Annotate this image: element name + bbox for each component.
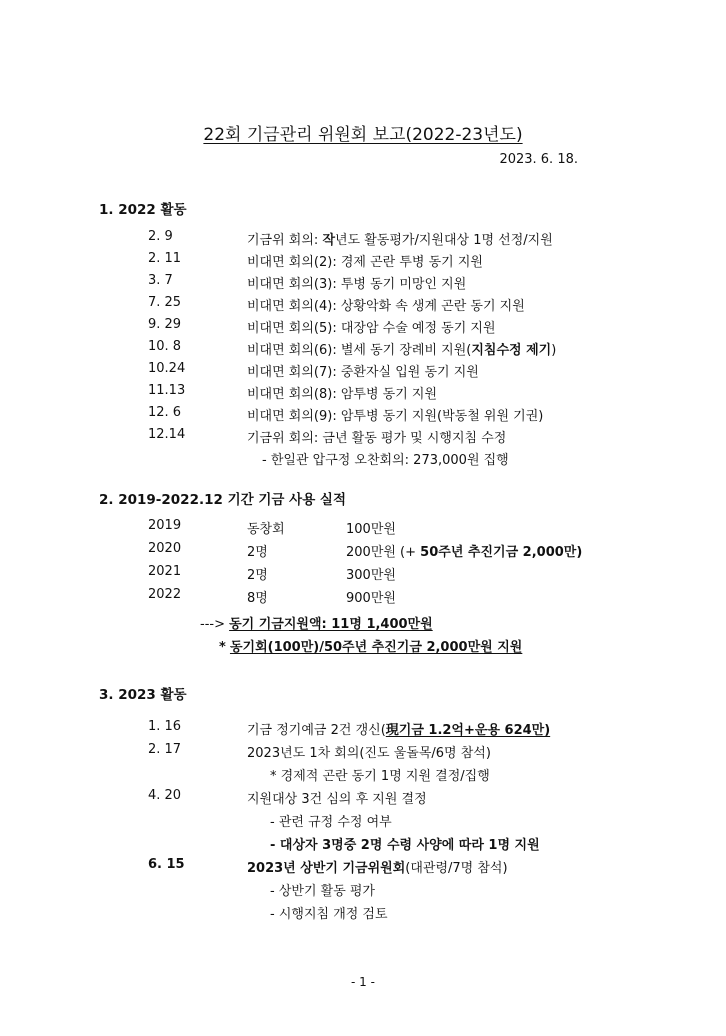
s2-recipient: 2명 [247, 568, 268, 583]
s2-amount: 300만원 [346, 568, 396, 583]
s1-text: 비대면 회의(4): 상황악화 속 생계 곤란 동기 지원 [247, 299, 525, 314]
s1-date: 12.14 [148, 427, 186, 442]
s1-date: 2. 11 [148, 251, 182, 266]
s3-subnote: - 대상자 3명중 2명 수령 사양에 따라 1명 지원 [270, 838, 540, 853]
s3-date: 6. 15 [148, 857, 185, 872]
s1-date: 10.24 [148, 361, 186, 376]
s2-amount: 900만원 [346, 591, 396, 606]
s3-text: 지원대상 3건 심의 후 지원 결정 [247, 792, 427, 807]
s3-text: 기금 정기예금 2건 갱신(現기금 1.2억+운용 624만) [247, 723, 551, 738]
s2-amount: 100만원 [346, 522, 396, 537]
s2-recipient: 동창회 [247, 522, 285, 537]
s2-year: 2022 [148, 587, 182, 602]
s2-amount: 200만원 (+ 50주년 추진기금 2,000만) [346, 545, 583, 560]
s1-text: 비대면 회의(5): 대장암 수술 예정 동기 지원 [247, 321, 496, 336]
report-date: 2023. 6. 18. [499, 152, 578, 167]
s3-date: 1. 16 [148, 719, 182, 734]
s3-text: 2023년 상반기 기금위원회(대관령/7명 참석) [247, 861, 508, 876]
s1-date: 11.13 [148, 383, 186, 398]
s1-date: 9. 29 [148, 317, 182, 332]
s3-subnote: - 시행지침 개정 검토 [270, 907, 388, 922]
s1-date: 12. 6 [148, 405, 182, 420]
s2-year: 2021 [148, 564, 182, 579]
section-1-heading: 1. 2022 활동 [99, 202, 187, 218]
s1-text: 비대면 회의(6): 별세 동기 장례비 지원(지침수정 제기) [247, 343, 557, 358]
s1-subnote: - 한일관 압구정 오찬회의: 273,000원 집행 [262, 453, 509, 468]
s1-text: 기금위 회의: 금년 활동 평가 및 시행지침 수정 [247, 431, 507, 446]
s2-recipient: 8명 [247, 591, 268, 606]
s2-note-line: * 동기회(100만)/50주년 추진기금 2,000만원 지원 [219, 640, 523, 655]
s3-subnote: - 관련 규정 수정 여부 [270, 815, 392, 830]
s2-year: 2020 [148, 541, 182, 556]
s1-text: 비대면 회의(8): 암투병 동기 지원 [247, 387, 438, 402]
s2-year: 2019 [148, 518, 182, 533]
s1-text: 기금위 회의: 작년도 활동평가/지원대상 1명 선정/지원 [247, 233, 553, 248]
s1-text: 비대면 회의(7): 중환자실 입원 동기 지원 [247, 365, 479, 380]
s3-subnote: * 경제적 곤란 동기 1명 지원 결정/집행 [270, 769, 490, 784]
s2-recipient: 2명 [247, 545, 268, 560]
s3-date: 4. 20 [148, 788, 182, 803]
s1-text: 비대면 회의(3): 투병 동기 미망인 지원 [247, 277, 467, 292]
s1-date: 3. 7 [148, 273, 173, 288]
s1-text: 비대면 회의(2): 경제 곤란 투병 동기 지원 [247, 255, 483, 270]
page-title: 22회 기금관리 위원회 보고(2022-23년도) [203, 125, 523, 145]
s2-total-line: ---> 동기 기금지원액: 11명 1,400만원 [200, 617, 433, 632]
s1-date: 7. 25 [148, 295, 182, 310]
s3-text: 2023년도 1차 회의(진도 울돌목/6명 참석) [247, 746, 491, 761]
page-number: - 1 - [351, 975, 375, 989]
s3-subnote: - 상반기 활동 평가 [270, 884, 375, 899]
s1-text: 비대면 회의(9): 암투병 동기 지원(박동철 위원 기권) [247, 409, 544, 424]
s3-date: 2. 17 [148, 742, 182, 757]
section-3-heading: 3. 2023 활동 [99, 687, 187, 703]
s1-date: 2. 9 [148, 229, 173, 244]
section-2-heading: 2. 2019-2022.12 기간 기금 사용 실적 [99, 492, 347, 508]
s1-date: 10. 8 [148, 339, 182, 354]
